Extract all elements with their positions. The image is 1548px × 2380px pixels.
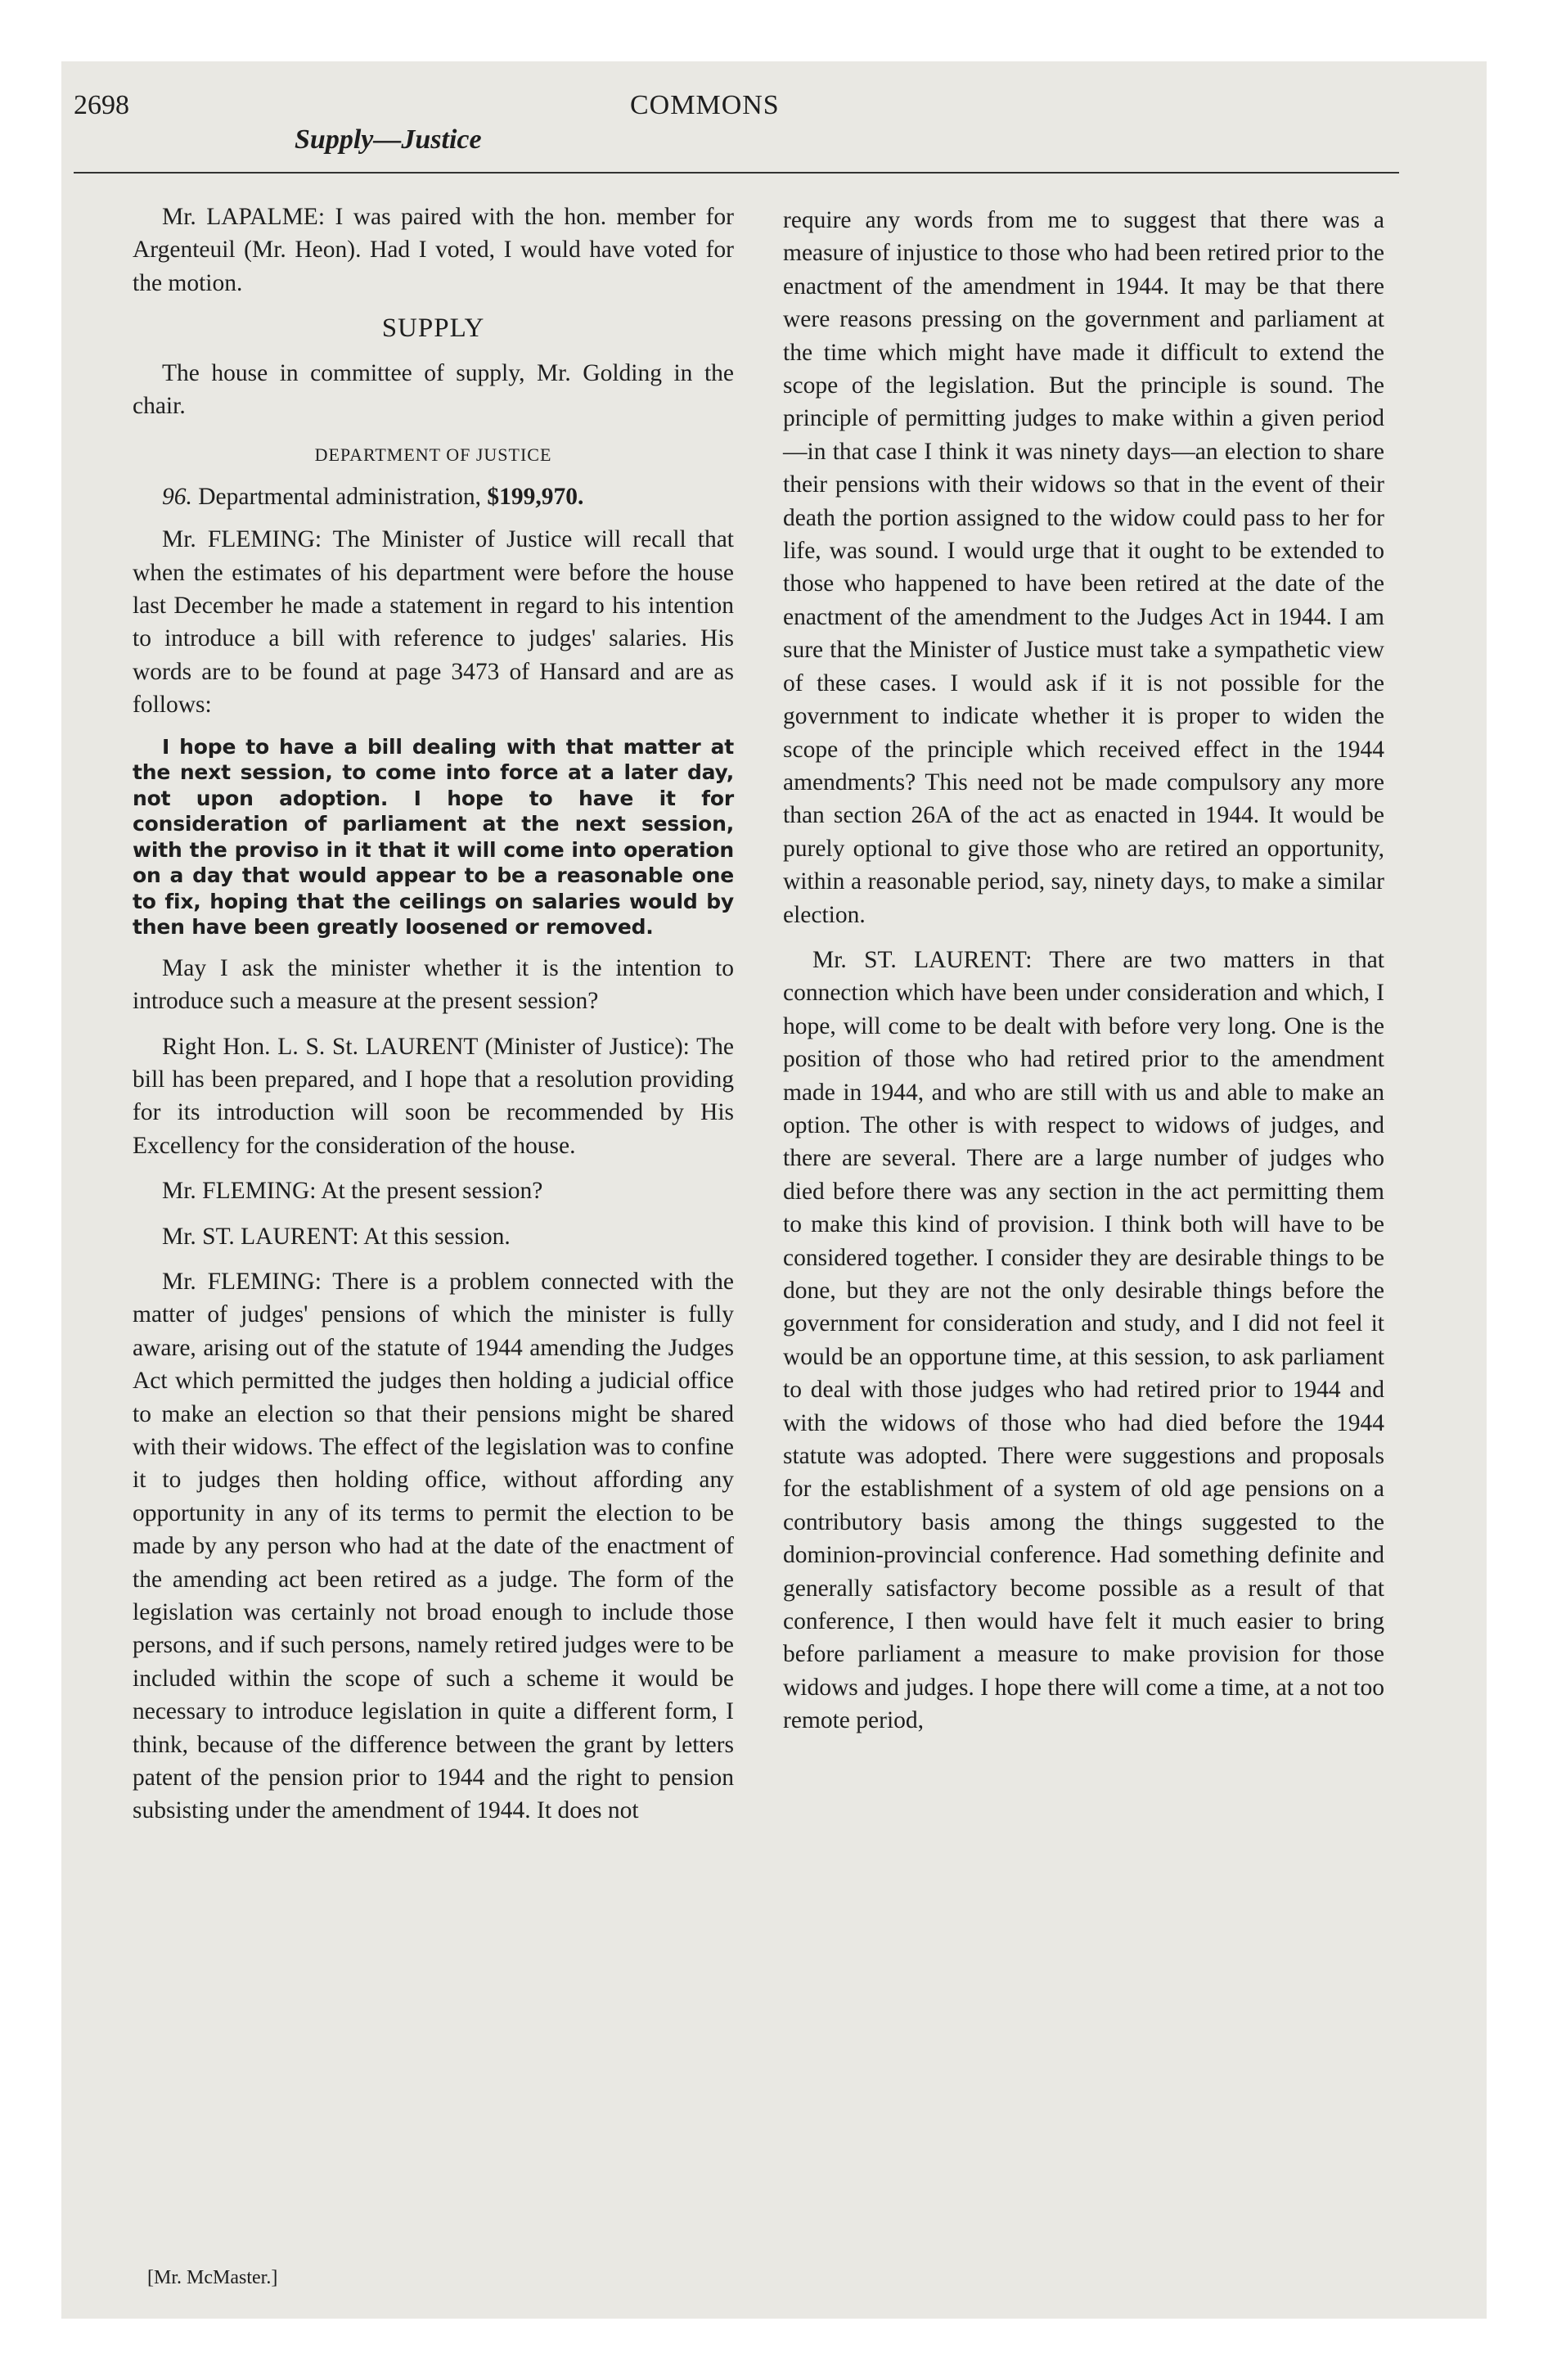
header-subtitle: Supply—Justice xyxy=(295,124,482,155)
paragraph-lapalme: Mr. LAPALME: I was paired with the hon. member for Argenteuil (Mr. Heon). Had I voted, I would have voted for the motion. xyxy=(133,204,734,296)
estimate-item xyxy=(133,480,734,513)
paragraph-fleming-1: Mr. FLEMING: The Minister of Justice will recall that when the estimates of his department were before the house last December he made a statement in regard to his intention to introduce a bill with reference to judges' salaries. His words are to be found at page 3473 of Hansard and are as follows: xyxy=(133,526,734,719)
header-title: COMMONS xyxy=(630,90,780,120)
left-column xyxy=(133,201,734,1840)
paragraph-fleming-4: Mr. FLEMING: There is a problem connected with the matter of judges' pensions of which the minister is fully aware, arising out of the statute of 1944 amending the Judges Act which permitted the judges then holding a judicial office to make an election so that their pensions might be shared with their widows. The effect of the legislation was to confine it to judges then holding office, without affording any opportunity in any of its terms to permit the election to be made by any person who had at the date of the enactment of the amending act been retired as a judge. The form of the legislation was certainly not broad enough to include those persons, and if such persons, namely retired judges were to be included within the scope of such a scheme it would be necessary to introduce legislation in quite a different form, I think, because of the difference between the grant by letters patent of the pension prior to 1944 and the right to pension subsisting under the amendment of 1944. It does not xyxy=(133,1268,734,1824)
paragraph-st-laurent-3: Mr. ST. LAURENT: There are two matters in that connection which have been under consideration and which, I hope, will come to be dealt with before very long. One is the position of those who had retired prior to the amendment made in 1944, and who are still with us and able to make an option. The other is with respect to widows of judges, and there are several. There are a large number of judges who died before there was any section in the act permitting them to make this kind of provision. I think both will have to be considered together. I consider they are desirable things to be done, but they are not the only desirable things before the government for consideration and study, and I did not feel it would be an opportune time, at this session, to ask parliament to deal with those judges who had retired prior to 1944 and with the widows of those who had died before the 1944 statute was adopted. There were suggestions and proposals for the establishment of a system of old age pensions on a contributory basis among the things suggested to the dominion-provincial conference. Had something definite and generally satisfactory become possible as a result of that conference, I then would have felt it much easier to bring before parliament a measure to make provision for those widows and judges. I hope there will come a time, at a not too remote period, xyxy=(783,946,1384,1734)
paragraph-continued: require any words from me to suggest that there was a measure of injustice to those who had been retired prior to the enactment of the amendment in 1944. It may be that there were reasons pressing on the government and parliament at the time which might have made it difficult to extend the scope of the legislation. But the principle is sound. The principle of permitting judges to make within a given period—in that case I think it was ninety days—an election to share their pensions with their widows so that in the event of their death the portion assigned to the widow could pass to her for life, was sound. I would urge that it ought to be extended to those who happened to have been retired at the date of the enactment of the amendment to the Judges Act in 1944. I am sure that the Minister of Justice must take a sympathetic view of these cases. I would ask if it is not possible for the government to indicate whether it is proper to widen the scope of the principle which received effect in the 1944 amendments? This need not be made compulsory any more than section 26A of the act as enacted in 1944. It would be purely optional to give those who are retired an opportunity, within a reasonable period, say, ninety days, to make a similar election. xyxy=(783,207,1384,928)
paragraph-committee: The house in committee of supply, Mr. Golding in the chair. xyxy=(133,359,734,420)
item-amount: $199,970. xyxy=(487,483,584,510)
paragraph-fleming-3: Mr. FLEMING: At the present session? xyxy=(162,1178,543,1205)
department-heading: DEPARTMENT OF JUSTICE xyxy=(314,444,552,466)
hansard-quote: I hope to have a bill dealing with that matter at the next session, to come into force at a later day, not upon adoption. I hope to have it for consideration of parliament at the next session, with the proviso in it that it will come into operation on a day that would appear to be a reasonable one to fix, hoping that the ceilings on salaries would by then have been greatly loosened or removed. xyxy=(133,734,734,940)
paragraph-st-laurent-1: Right Hon. L. S. St. LAURENT (Minister of Justice): The bill has been prepared, and I hope that a resolution providing for its introduction will soon be recommended by His Excellency for the consideration of the house. xyxy=(133,1033,734,1159)
item-number: 96. xyxy=(162,483,192,510)
item-text: Departmental administration, xyxy=(198,483,481,510)
page-number: 2698 xyxy=(74,90,129,120)
footer-note: [Mr. McMaster.] xyxy=(147,2267,278,2288)
header-rule xyxy=(74,172,1399,174)
right-column xyxy=(783,204,1384,1750)
section-heading-supply: SUPPLY xyxy=(381,313,485,344)
paragraph-fleming-2: May I ask the minister whether it is the intention to introduce such a measure at the present session? xyxy=(133,954,734,1015)
page-header xyxy=(74,90,1399,213)
paragraph-st-laurent-2: Mr. ST. LAURENT: At this session. xyxy=(162,1223,511,1250)
